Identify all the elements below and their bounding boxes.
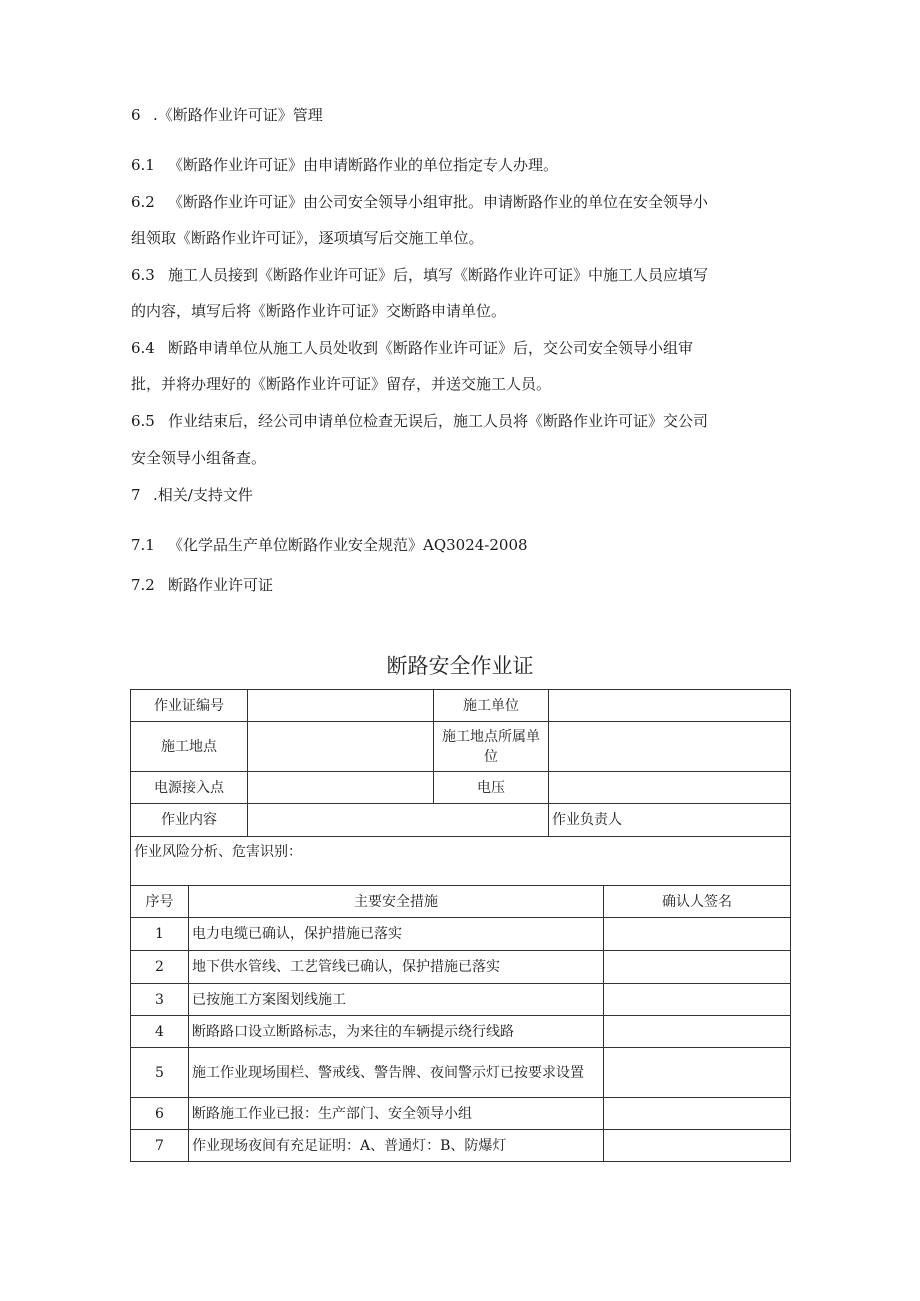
section-text-cont: 的内容，填写后将《断路作业许可证》交断路申请单位。 — [131, 302, 507, 320]
section-6-5 — [131, 411, 708, 431]
label-content: 作业内容 — [161, 812, 217, 828]
section-number: 7 — [131, 486, 141, 504]
section-6-1 — [131, 155, 558, 175]
section-6-5-cont — [131, 448, 266, 468]
measure-no: 2 — [155, 959, 164, 975]
section-number: 6.4 — [131, 339, 155, 357]
label-voltage: 电压 — [477, 779, 505, 796]
measure-text: 施工作业现场围栏、警戒线、警告牌、夜间警示灯已按要求设置 — [192, 1064, 584, 1081]
section-number: 7.2 — [131, 576, 155, 594]
section-text: .相关/支持文件 — [153, 486, 253, 504]
measure-no: 3 — [155, 991, 164, 1008]
section-text-cont: 安全领导小组备查。 — [131, 449, 267, 467]
section-text: .《断路作业许可证》管理 — [153, 106, 323, 124]
section-text-cont: 组领取《断路作业许可证》，逐项填写后交施工单位。 — [131, 229, 484, 247]
section-number: 7.1 — [131, 536, 155, 554]
label-risk: 作业风险分析、危害识别： — [134, 844, 302, 860]
section-6-4-cont — [131, 374, 551, 394]
section-7 — [131, 485, 253, 505]
measure-text: 地下供水管线、工艺管线已确认，保护措施已落实 — [192, 959, 500, 975]
section-6-3-cont — [131, 301, 506, 321]
section-6 — [131, 105, 323, 125]
section-7-1 — [131, 535, 528, 555]
measure-text: 已按施工方案图划线施工 — [192, 991, 346, 1008]
measure-text: 电力电缆已确认，保护措施已落实 — [192, 926, 402, 942]
measure-text: 断路路口设立断路标志，为来往的车辆提示绕行线路 — [192, 1023, 514, 1040]
section-number: 6 — [131, 106, 141, 124]
measure-no: 7 — [155, 1137, 164, 1154]
label-permit-no: 作业证编号 — [154, 697, 224, 714]
label-power-point: 电源接入点 — [154, 779, 224, 796]
section-6-3 — [131, 265, 708, 285]
label-location: 施工地点 — [161, 738, 217, 755]
section-number: 6.1 — [131, 156, 155, 174]
section-text: 《断路作业许可证》由公司安全领导小组审批。申请断路作业的单位在安全领导小 — [168, 193, 709, 211]
section-6-2-cont — [131, 228, 484, 248]
section-text: 《化学品生产单位断路作业安全规范》AQ3024-2008 — [168, 536, 528, 554]
section-text: 《断路作业许可证》由申请断路作业的单位指定专人办理。 — [168, 156, 559, 174]
section-text-cont: 批，并将办理好的《断路作业许可证》留存，并送交施工人员。 — [131, 375, 552, 393]
measure-no: 4 — [155, 1023, 164, 1040]
measure-text: 断路施工作业已报：生产部门、安全领导小组 — [192, 1105, 472, 1122]
section-6-4 — [131, 338, 693, 358]
measure-no: 6 — [155, 1105, 164, 1122]
label-construction-unit: 施工单位 — [463, 697, 519, 714]
section-text: 断路作业许可证 — [168, 576, 274, 594]
header-seq: 序号 — [145, 893, 174, 910]
measure-text: 作业现场夜间有充足证明：A、普通灯：B、防爆灯 — [192, 1137, 507, 1154]
section-7-2 — [131, 575, 273, 595]
section-text: 断路申请单位从施工人员处收到《断路作业许可证》后，交公司安全领导小组审 — [168, 339, 694, 357]
section-text: 施工人员接到《断路作业许可证》后，填写《断路作业许可证》中施工人员应填写 — [168, 266, 709, 284]
header-confirm: 确认人签名 — [662, 893, 732, 910]
measure-no: 1 — [155, 926, 164, 942]
header-measures: 主要安全措施 — [354, 893, 438, 910]
form-title: 断路安全作业证 — [386, 654, 534, 678]
section-text: 作业结束后，经公司申请单位检查无误后，施工人员将《断路作业许可证》交公司 — [168, 412, 709, 430]
label-location-unit: 施工地点所属单位 — [442, 728, 540, 765]
measure-no: 5 — [155, 1064, 164, 1081]
section-number: 6.5 — [131, 412, 155, 430]
section-6-2 — [131, 192, 708, 212]
label-leader: 作业负责人 — [552, 812, 622, 828]
section-number: 6.2 — [131, 193, 155, 211]
section-number: 6.3 — [131, 266, 155, 284]
